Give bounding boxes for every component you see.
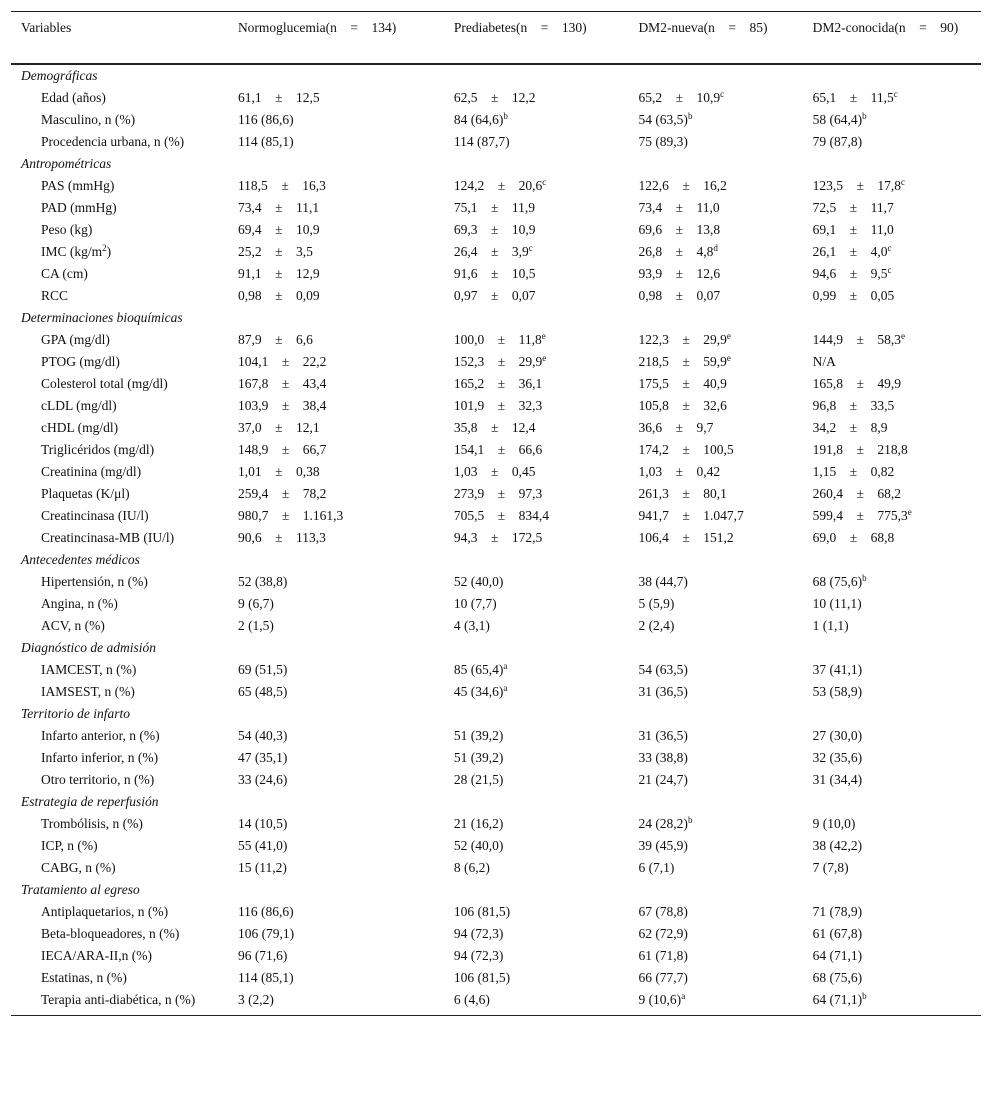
variable-label: Procedencia urbana, n (%) xyxy=(41,134,185,149)
table-row xyxy=(11,219,981,241)
table-cell: 9 $(10,6)^a$ xyxy=(628,989,802,1016)
table-row xyxy=(11,813,981,835)
table-row xyxy=(11,351,981,373)
table-cell: 148,9 ± 66,7 xyxy=(237,442,327,457)
table-cell: 165,2 ± 36,1 xyxy=(453,376,543,391)
table-cell: 64 (71,1) xyxy=(812,948,863,963)
variable-label: Beta-bloqueadores, n (%) xyxy=(41,926,180,941)
table-row xyxy=(11,901,981,923)
table-cell: 91,1 ± 12,9 xyxy=(237,266,320,281)
table-row xyxy=(11,439,981,461)
table-row xyxy=(11,769,981,791)
table-cell: 261,3 ± 80,1 xyxy=(638,486,727,501)
header-row xyxy=(11,12,981,65)
table-cell: 71 (78,9) xyxy=(812,904,863,919)
header-prediabetes: Prediabetes(n = 130) xyxy=(444,12,629,65)
table-row xyxy=(11,395,981,417)
footnote-marker: a xyxy=(681,991,686,1001)
table-cell: 37 (41,1) xyxy=(812,662,863,677)
footnote-marker: e xyxy=(726,331,731,341)
table-cell: 154,1 ± 66,6 xyxy=(453,442,543,457)
table-cell: 1,03 ± 0,42 xyxy=(638,464,721,479)
footnote-marker: c xyxy=(528,243,533,253)
table-cell: 3 (2,2) xyxy=(228,989,444,1016)
variable-label: cHDL (mg/dl) xyxy=(41,420,119,435)
table-cell: 90,6 ± 113,3 xyxy=(237,530,326,545)
footnote-marker: c xyxy=(887,243,892,253)
table-cell: 33 (24,6) xyxy=(237,772,288,787)
header-dm2-nueva: DM2-nueva(n = 85) xyxy=(628,12,802,65)
variable-label: PAD (mmHg) xyxy=(41,200,117,215)
table-cell: 33 (38,8) xyxy=(638,750,688,765)
table-cell: 1,03 ± 0,45 xyxy=(453,464,536,479)
section-title: Determinaciones bioquímicas xyxy=(21,310,183,325)
table-cell: 122,6 ± 16,2 xyxy=(638,178,727,193)
variable-label: Angina, n (%) xyxy=(41,596,118,611)
table-cell: 5 (5,9) xyxy=(638,596,675,611)
section-row xyxy=(11,879,981,901)
table-cell: 10 (7,7) xyxy=(453,596,497,611)
table-cell: 1,01 ± 0,38 xyxy=(237,464,320,479)
table-cell: 941,7 ± 1.047,7 xyxy=(638,508,744,523)
footnote-marker: e xyxy=(726,353,731,363)
table-cell: 53 (58,9) xyxy=(812,684,863,699)
variable-label: GPA (mg/dl) xyxy=(41,332,110,347)
table-cell: 6 (4,6) xyxy=(444,989,629,1016)
table-cell: 599,4 ± 775,3e xyxy=(812,507,912,523)
footnote-marker: b xyxy=(687,111,693,121)
table-cell: 124,2 ± 20,6$^c$ xyxy=(453,177,547,193)
table-cell: 85 $(65,4)^a$ xyxy=(453,661,508,677)
table-cell: 7 (7,8) xyxy=(812,860,849,875)
section-row xyxy=(11,307,981,329)
header-normoglucemia: Normoglucemia(n = 134) xyxy=(228,12,444,65)
table-cell: 54 (63,5) xyxy=(638,662,688,677)
table-cell: 4 (3,1) xyxy=(453,618,490,633)
table-cell: 123,5 ± 17,8$^c$ xyxy=(812,177,906,193)
table-row xyxy=(11,87,981,109)
table-cell: 32 (35,6) xyxy=(812,750,863,765)
section-title: Demográficas xyxy=(21,68,98,83)
table-cell: 174,2 ± 100,5 xyxy=(638,442,734,457)
table-row xyxy=(11,835,981,857)
table-cell: 37,0 ± 12,1 xyxy=(237,420,320,435)
table-row xyxy=(11,945,981,967)
data-table xyxy=(11,11,981,1016)
table-cell: 101,9 ± 32,3 xyxy=(453,398,543,413)
section-row xyxy=(11,703,981,725)
table-cell: 260,4 ± 68,2 xyxy=(812,486,902,501)
table-cell: 9 (10,0) xyxy=(812,816,856,831)
variable-label: ACV, n (%) xyxy=(41,618,105,633)
table-cell: 106 (79,1) xyxy=(237,926,295,941)
table-row xyxy=(11,263,981,285)
table-cell: 69,3 ± 10,9 xyxy=(453,222,536,237)
section-row xyxy=(11,64,981,87)
table-cell: 31 (36,5) xyxy=(638,684,688,699)
table-row xyxy=(11,967,981,989)
variable-label: Creatincinasa (IU/l) xyxy=(41,508,149,523)
table-cell: 61 (67,8) xyxy=(812,926,863,941)
variable-label: PTOG (mg/dl) xyxy=(41,354,120,369)
table-cell: 259,4 ± 78,2 xyxy=(237,486,327,501)
section-row xyxy=(11,153,981,175)
variable-label: PAS (mmHg) xyxy=(41,178,115,193)
table-cell: 1 (1,1) xyxy=(812,618,849,633)
table-cell: 104,1 ± 22,2 xyxy=(237,354,327,369)
variable-label: IAMSEST, n (%) xyxy=(41,684,135,699)
footnote-marker: d xyxy=(713,243,718,253)
variable-label: Creatinina (mg/dl) xyxy=(41,464,142,479)
table-cell: 73,4 ± 11,1 xyxy=(237,200,320,215)
table-row xyxy=(11,857,981,879)
table-cell: 116 (86,6) xyxy=(237,112,294,127)
table-row xyxy=(11,175,981,197)
table-cell: 69,4 ± 10,9 xyxy=(237,222,320,237)
table-cell: 52 (38,8) xyxy=(237,574,288,589)
section-title: Antecedentes médicos xyxy=(21,552,140,567)
table-cell: 96,8 ± 33,5 xyxy=(812,398,895,413)
table-cell: 980,7 ± 1.161,3 xyxy=(237,508,344,523)
table-cell: 167,8 ± 43,4 xyxy=(237,376,327,391)
table-cell: 61,1 ± 12,5 xyxy=(237,90,320,105)
table-cell: N/A xyxy=(812,354,836,369)
table-cell: 273,9 ± 97,3 xyxy=(453,486,543,501)
table-cell: 52 (40,0) xyxy=(453,574,504,589)
variable-label: Estatinas, n (%) xyxy=(41,970,127,985)
table-cell: 61 (71,8) xyxy=(638,948,688,963)
table-cell: 58 $(64,4)^b$ xyxy=(812,111,867,127)
table-cell: 93,9 ± 12,6 xyxy=(638,266,721,281)
table-cell: 91,6 ± 10,5 xyxy=(453,266,536,281)
table-cell: 54 $(63,5)^b$ xyxy=(638,111,693,127)
table-cell: 10 (11,1) xyxy=(812,596,862,611)
variable-label: Antiplaquetarios, n (%) xyxy=(41,904,169,919)
table-row xyxy=(11,197,981,219)
variable-label: Creatincinasa-MB (IU/l) xyxy=(41,530,175,545)
header-variables: Variables xyxy=(11,12,228,65)
footnote-marker: c xyxy=(887,265,892,275)
section-title: Diagnóstico de admisión xyxy=(21,640,156,655)
table-cell: 165,8 ± 49,9 xyxy=(812,376,902,391)
table-cell: 6 (7,1) xyxy=(638,860,675,875)
table-cell: 51 (39,2) xyxy=(453,750,504,765)
footnote-marker: e xyxy=(907,507,912,517)
table-row xyxy=(11,725,981,747)
table-cell: 31 (36,5) xyxy=(638,728,688,743)
table-cell: 25,2 ± 3,5 xyxy=(237,244,313,259)
table-cell: 114 (85,1) xyxy=(237,970,294,985)
table-cell: 31 (34,4) xyxy=(812,772,863,787)
table-cell: 24 $(28,2)^b$ xyxy=(638,815,693,831)
table-cell: 79 (87,8) xyxy=(812,134,863,149)
table-cell: 94 (72,3) xyxy=(453,926,504,941)
table-row xyxy=(11,285,981,307)
table-cell: 68 (75,6) xyxy=(812,970,863,985)
table-cell: 114 (85,1) xyxy=(237,134,294,149)
variable-label: Peso (kg) xyxy=(41,222,93,237)
table-row xyxy=(11,417,981,439)
table-cell: 0,98 ± 0,07 xyxy=(638,288,721,303)
table-cell: 38 (44,7) xyxy=(638,574,688,589)
table-cell: 67 (78,8) xyxy=(638,904,688,919)
header-dm2-conocida: DM2-conocida(n = 90) xyxy=(803,12,981,65)
variable-label: RCC xyxy=(41,288,69,303)
table-cell: 100,0 ± 11,8e xyxy=(453,331,546,347)
variable-label: Infarto inferior, n (%) xyxy=(41,750,159,765)
table-cell: 191,8 ± 218,8 xyxy=(812,442,908,457)
variable-label: Trombólisis, n (%) xyxy=(41,816,143,831)
table-row xyxy=(11,615,981,637)
table-cell: 66 (77,7) xyxy=(638,970,688,985)
variable-label: Infarto anterior, n (%) xyxy=(41,728,160,743)
table-cell: 65,2 ± 10,9$^c$ xyxy=(638,89,725,105)
table-cell: 8 (6,2) xyxy=(453,860,490,875)
table-cell: 94,6 ± 9,5$^c$ xyxy=(812,265,892,281)
table-row xyxy=(11,593,981,615)
table-row xyxy=(11,681,981,703)
table-cell: 69,0 ± 68,8 xyxy=(812,530,895,545)
table-row xyxy=(11,109,981,131)
table-cell: 15 (11,2) xyxy=(237,860,287,875)
variable-label: IAMCEST, n (%) xyxy=(41,662,137,677)
table-cell: 36,6 ± 9,7 xyxy=(638,420,714,435)
table-cell: 94 (72,3) xyxy=(453,948,504,963)
variable-label: cLDL (mg/dl) xyxy=(41,398,117,413)
table-cell: 106 (81,5) xyxy=(453,970,511,985)
table-row xyxy=(11,527,981,549)
variable-label: CABG, n (%) xyxy=(41,860,116,875)
table-cell: 21 (24,7) xyxy=(638,772,688,787)
table-row xyxy=(11,483,981,505)
table-cell: 14 (10,5) xyxy=(237,816,288,831)
variable-label: Edad (años) xyxy=(41,90,106,105)
table-cell: 62,5 ± 12,2 xyxy=(453,90,536,105)
table-cell: 122,3 ± 29,9e xyxy=(638,331,731,347)
variable-label: IECA/ARA-II,n (%) xyxy=(41,948,152,963)
table-cell: 73,4 ± 11,0 xyxy=(638,200,720,215)
table-cell: 705,5 ± 834,4 xyxy=(453,508,549,523)
table-cell: 2 (1,5) xyxy=(237,618,274,633)
table-row xyxy=(11,571,981,593)
variable-label: IMC $(kg/m^2)$ xyxy=(41,243,112,259)
table-row xyxy=(11,923,981,945)
table-cell: 47 (35,1) xyxy=(237,750,288,765)
footnote-marker: b xyxy=(862,111,867,121)
table-cell: 87,9 ± 6,6 xyxy=(237,332,313,347)
table-cell: 105,8 ± 32,6 xyxy=(638,398,727,413)
table-cell: 114 (87,7) xyxy=(453,134,510,149)
table-row xyxy=(11,505,981,527)
table-row xyxy=(11,461,981,483)
table-cell: 69,1 ± 11,0 xyxy=(812,222,894,237)
table-row xyxy=(11,329,981,351)
variable-label: ICP, n (%) xyxy=(41,838,98,853)
table-cell: 21 (16,2) xyxy=(453,816,504,831)
table-cell: 54 (40,3) xyxy=(237,728,288,743)
table-cell: 9 (6,7) xyxy=(237,596,274,611)
section-title: Territorio de infarto xyxy=(21,706,131,721)
table-cell: 62 (72,9) xyxy=(638,926,688,941)
table-cell: 96 (71,6) xyxy=(237,948,288,963)
section-row xyxy=(11,791,981,813)
table-cell: 218,5 ± 59,9e xyxy=(638,353,731,369)
table-cell: 75,1 ± 11,9 xyxy=(453,200,535,215)
variable-label: Colesterol total (mg/dl) xyxy=(41,376,168,391)
table-cell: 39 (45,9) xyxy=(638,838,688,853)
section-title: Estrategia de reperfusión xyxy=(21,794,159,809)
footnote-marker: b xyxy=(687,815,693,825)
table-cell: 69 (51,5) xyxy=(237,662,288,677)
table-cell: 38 (42,2) xyxy=(812,838,863,853)
table-cell: 0,97 ± 0,07 xyxy=(453,288,536,303)
footnote-marker: e xyxy=(541,331,546,341)
variable-label: Masculino, n (%) xyxy=(41,112,136,127)
table-cell: 144,9 ± 58,3e xyxy=(812,331,906,347)
table-cell: 69,6 ± 13,8 xyxy=(638,222,721,237)
table-cell: 94,3 ± 172,5 xyxy=(453,530,543,545)
variable-label: Otro territorio, n (%) xyxy=(41,772,155,787)
table-cell: 35,8 ± 12,4 xyxy=(453,420,536,435)
table-cell: 1,15 ± 0,82 xyxy=(812,464,895,479)
variable-label: Triglicéridos (mg/dl) xyxy=(41,442,155,457)
table-cell: 26,4 ± 3,9$^c$ xyxy=(453,243,533,259)
table-cell: 118,5 ± 16,3 xyxy=(237,178,326,193)
table-cell: 27 (30,0) xyxy=(812,728,863,743)
table-cell: 65 (48,5) xyxy=(237,684,288,699)
table-cell: 51 (39,2) xyxy=(453,728,504,743)
table-cell: 26,1 ± 4,0$^c$ xyxy=(812,243,892,259)
table-cell: 55 (41,0) xyxy=(237,838,288,853)
variable-label: Terapia anti-diabética, n (%) xyxy=(11,989,228,1016)
table-cell: 72,5 ± 11,7 xyxy=(812,200,894,215)
table-cell: 65,1 ± 11,5$^c$ xyxy=(812,89,898,105)
footnote-marker: c xyxy=(720,89,725,99)
footnote-marker: c xyxy=(901,177,906,187)
table-cell: 68 $(75,6)^b$ xyxy=(812,573,867,589)
variable-label: Plaquetas (K/μl) xyxy=(41,486,130,501)
section-title: Antropométricas xyxy=(21,156,112,171)
footnote-marker: a xyxy=(503,661,508,671)
footnote-marker: c xyxy=(542,177,547,187)
section-row xyxy=(11,637,981,659)
table-body xyxy=(11,64,981,1016)
footnote-marker: c xyxy=(893,89,898,99)
table-cell: 45 $(34,6)^a$ xyxy=(453,683,508,699)
table-row xyxy=(11,659,981,681)
table-row xyxy=(11,373,981,395)
table-cell: 28 (21,5) xyxy=(453,772,504,787)
section-title: Tratamiento al egreso xyxy=(21,882,140,897)
footnote-marker: b xyxy=(503,111,508,121)
table-cell: 34,2 ± 8,9 xyxy=(812,420,888,435)
table-row xyxy=(11,747,981,769)
table-row xyxy=(11,241,981,263)
variable-label: Hipertensión, n (%) xyxy=(41,574,148,589)
table-cell: 175,5 ± 40,9 xyxy=(638,376,727,391)
table-cell: 116 (86,6) xyxy=(237,904,294,919)
footnote-marker: b xyxy=(862,991,867,1001)
table-row xyxy=(11,131,981,153)
table-cell: 103,9 ± 38,4 xyxy=(237,398,327,413)
variable-label: CA (cm) xyxy=(41,266,88,281)
section-row xyxy=(11,549,981,571)
table-cell: 152,3 ± 29,9e xyxy=(453,353,547,369)
table-cell: 0,98 ± 0,09 xyxy=(237,288,320,303)
table-cell: 75 (89,3) xyxy=(638,134,688,149)
table-cell: 106 (81,5) xyxy=(453,904,511,919)
table-cell: 106,4 ± 151,2 xyxy=(638,530,734,545)
table-cell: 52 (40,0) xyxy=(453,838,504,853)
table-row xyxy=(11,989,981,1016)
table-cell: 64 $(71,1)^b$ xyxy=(803,989,981,1016)
table-cell: 0,99 ± 0,05 xyxy=(812,288,895,303)
table-cell: 84 $(64,6)^b$ xyxy=(453,111,508,127)
table-cell: 26,8 ± 4,8$^d$ xyxy=(638,243,718,259)
footnote-marker: a xyxy=(503,683,508,693)
footnote-marker: e xyxy=(901,331,906,341)
table-cell: 2 (2,4) xyxy=(638,618,675,633)
footnote-marker: e xyxy=(542,353,547,363)
footnote-marker: b xyxy=(862,573,867,583)
